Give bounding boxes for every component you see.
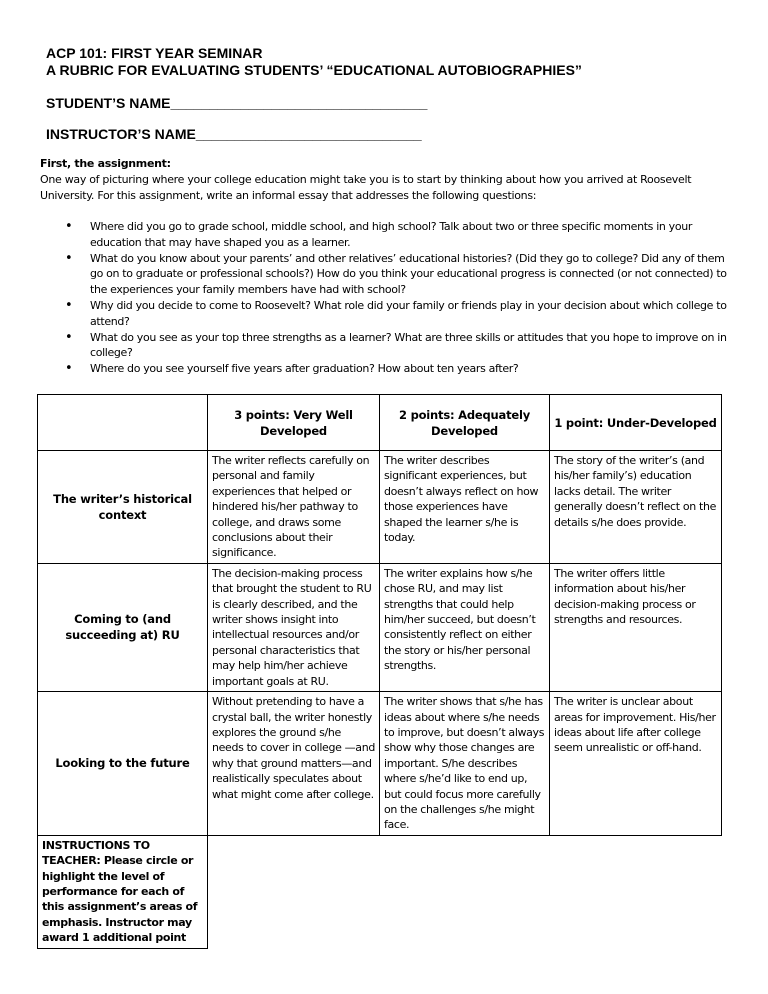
header-cell-3-points: 3 points: Very Well Developed xyxy=(208,395,380,451)
score-3-cell: The writer reflects carefully on personal and family experiences that helped or hindered his/her pathway to college, and draws some conclusions about their significance. xyxy=(208,451,380,564)
list-item: • Why did you decide to come to Roosevelt? What role did your family or friends play in your decision about which college to attend? xyxy=(65,297,727,328)
assignment-intro-line2: University. For this assignment, write an informal essay that addresses the following questions: xyxy=(40,189,537,202)
score-1-cell: The writer offers little information about his/her decision-making process or strengths and resources. xyxy=(550,563,722,691)
header-cell-1-point: 1 point: Under-Developed xyxy=(550,395,722,451)
list-item: • Where did you go to grade school, middle school, and high school? Talk about two or three specific moments in your education that may have shaped you as a learner. xyxy=(65,219,693,249)
course-title: ACP 101: FIRST YEAR SEMINAR xyxy=(46,45,263,61)
table-row xyxy=(38,692,722,836)
list-item: • What do you know about your parents’ and other relatives’ educational histories? (Did they go to college? Did any of them go on to graduate or professional schools?) How do you think your educational progress is connected (or not connected) to the experiences your family members have had with school? xyxy=(65,250,727,296)
table-row xyxy=(38,451,722,564)
header-cell-2-points: 2 points: Adequately Developed xyxy=(380,395,550,451)
blank-cell xyxy=(380,835,550,948)
bullet-icon: • xyxy=(65,329,73,345)
table-header-row xyxy=(38,395,722,451)
instructions-to-teacher: INSTRUCTIONS TO TEACHER: Please circle or highlight the level of performance for each of this assignment’s areas of emphasis. Instructor may award 1 additional point xyxy=(38,835,208,948)
bullet-icon: • xyxy=(65,219,73,234)
rubric-table xyxy=(37,394,722,949)
table-row xyxy=(38,563,722,691)
score-3-cell: Without pretending to have a crystal ball, the writer honestly explores the ground s/he needs to cover in college —and why that ground matters—and realistically speculates about what might come after college. xyxy=(208,692,380,836)
assignment-intro-line1: One way of picturing where your college education might take you is to start by thinking about how you arrived at Roosevelt xyxy=(40,173,692,186)
list-item: • What do you see as your top three strengths as a learner? What are three skills or attitudes that you hope to improve on in college? xyxy=(65,329,727,360)
bullet-icon: • xyxy=(65,250,73,266)
rubric-title: A RUBRIC FOR EVALUATING STUDENTS’ “EDUCATIONAL AUTOBIOGRAPHIES” xyxy=(46,62,582,78)
instructions-row xyxy=(38,835,722,948)
score-1-cell: The story of the writer’s (and his/her family’s) education lacks detail. The writer generally doesn’t reflect on the details s/he does provide. xyxy=(550,451,722,564)
blank-cell xyxy=(208,835,380,948)
blank-cell xyxy=(550,835,722,948)
score-1-cell: The writer is unclear about areas for improvement. His/her ideas about life after college seem unrealistic or off-hand. xyxy=(550,692,722,836)
criterion-cell: The writer’s historical context xyxy=(38,451,208,564)
student-name-field: STUDENT’S NAME_________________________________ xyxy=(46,95,428,111)
score-2-cell: The writer shows that s/he has ideas about where s/he needs to improve, but doesn’t always show why those changes are important. S/he describes where s/he’d like to end up, but could focus more carefully on the challenges s/he might face. xyxy=(380,692,550,836)
score-2-cell: The writer describes significant experiences, but doesn’t always reflect on how those experiences have shaped the learner s/he is today. xyxy=(380,451,550,564)
question-list xyxy=(40,219,730,377)
header-cell-empty xyxy=(38,395,208,451)
bullet-icon: • xyxy=(65,297,73,313)
list-item: • Where do you see yourself five years after graduation? How about ten years after? xyxy=(65,361,519,377)
criterion-cell: Looking to the future xyxy=(38,692,208,836)
score-3-cell: The decision-making process that brought the student to RU is clearly described, and the writer shows insight into intellectual resources and/or personal characteristics that may help him/her achieve important goals at RU. xyxy=(208,563,380,691)
assignment-label: First, the assignment: xyxy=(40,157,171,170)
score-2-cell: The writer explains how s/he chose RU, and may list strengths that could help him/her succeed, but doesn’t consistently reflect on either the story or his/her personal strengths. xyxy=(380,563,550,691)
bullet-icon: • xyxy=(65,361,73,377)
criterion-cell: Coming to (and succeeding at) RU xyxy=(38,563,208,691)
instructor-name-field: INSTRUCTOR’S NAME_____________________________ xyxy=(46,126,422,142)
